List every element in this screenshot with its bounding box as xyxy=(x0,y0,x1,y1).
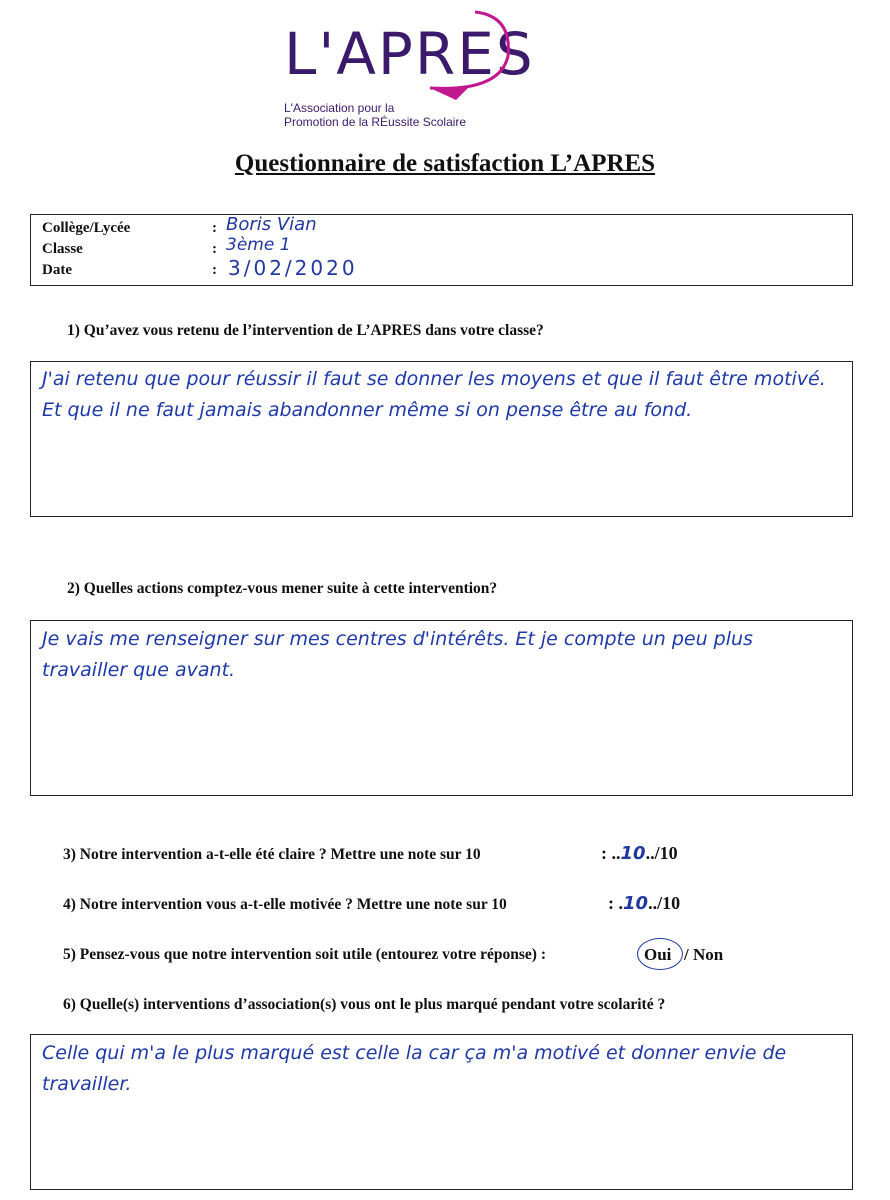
class-colon: : xyxy=(212,241,217,257)
q3-score: 10 xyxy=(620,843,646,864)
question-6: 6) Quelle(s) interventions d’association(s) vous ont le plus marqué pendant votre scolarité ? xyxy=(63,996,666,1013)
question-1: 1) Qu’avez vous retenu de l’intervention de L’APRES dans votre classe? xyxy=(67,322,544,339)
answer-2-text: Je vais me renseigner sur mes centres d'intérêts. Et je compte un peu plus travailler que avant. xyxy=(42,628,753,681)
q3-score-field: : ..10../10 xyxy=(601,843,678,864)
class-value: 3ème 1 xyxy=(226,235,291,255)
page-title: Questionnaire de satisfaction L’APRES xyxy=(234,150,656,177)
date-colon: : xyxy=(212,262,217,278)
q4-score-field: : .10../10 xyxy=(608,893,681,914)
answer-6-text: Celle qui m'a le plus marqué est celle la car ça m'a motivé et donner envie de travailler. xyxy=(42,1042,787,1095)
date-label: Date xyxy=(42,262,72,278)
answer-1-text: J'ai retenu que pour réussir il faut se donner les moyens et que il faut être motivé. Et que il ne faut jamais abandonner même si on pense être au fond. xyxy=(42,368,826,421)
q5-no: / Non xyxy=(684,945,724,964)
school-value: Boris Vian xyxy=(226,214,317,235)
q4-score-suffix: /10 xyxy=(657,893,681,913)
info-box xyxy=(30,214,853,286)
logo-tagline-line1: L'Association pour la xyxy=(284,101,395,115)
q3-score-suffix: /10 xyxy=(654,843,678,863)
question-3: 3) Notre intervention a-t-elle été claire ? Mettre une note sur 10 xyxy=(63,846,481,863)
question-5: 5) Pensez-vous que notre intervention soit utile (entourez votre réponse) : xyxy=(63,946,547,963)
class-label: Classe xyxy=(42,241,83,257)
logo-name: L'APRES xyxy=(284,20,535,88)
q5-yes: Oui xyxy=(644,945,672,964)
q4-score: 10 xyxy=(623,893,649,914)
logo-bubble-tail xyxy=(430,88,468,100)
school-colon: : xyxy=(212,220,217,236)
logo-tagline-line2: Promotion de la RÉussite Scolaire xyxy=(284,115,467,129)
question-2: 2) Quelles actions comptez-vous mener suite à cette intervention? xyxy=(67,580,498,597)
logo-tagline xyxy=(284,101,466,129)
school-label: Collège/Lycée xyxy=(42,220,131,236)
question-4: 4) Notre intervention vous a-t-elle motivée ? Mettre une note sur 10 xyxy=(63,896,507,913)
date-value: 3/02/2020 xyxy=(228,256,358,280)
q5-yes-circle xyxy=(637,938,683,970)
